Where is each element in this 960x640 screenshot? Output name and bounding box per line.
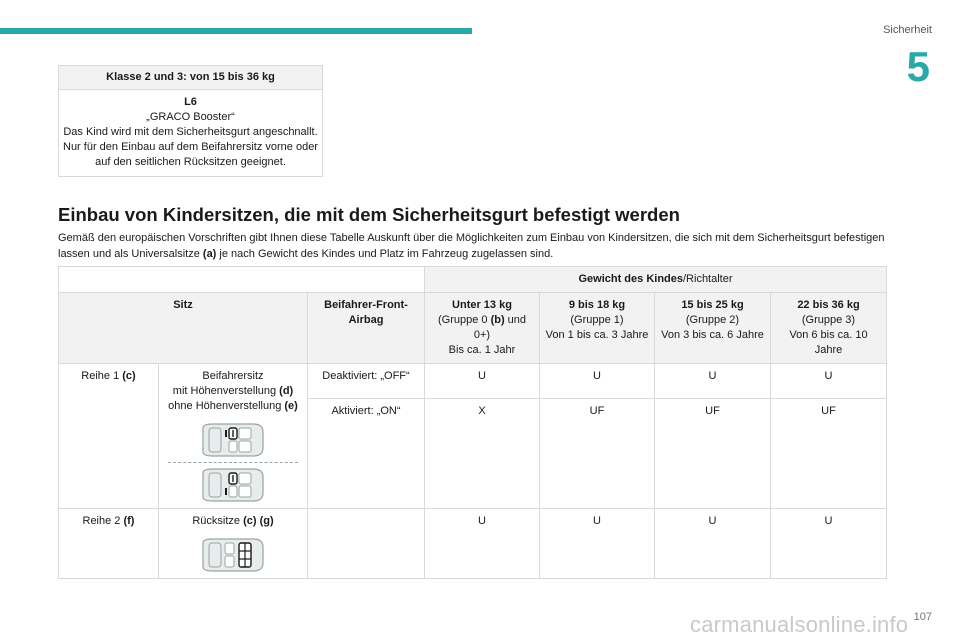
group0-weight: Unter 13 kg [452,299,512,311]
row2-seat-cell [159,509,308,579]
row2-airbag [308,509,425,579]
row1b-group2: UF [655,399,771,509]
seat-name: „GRACO Booster“ [146,111,235,123]
row1-seat-line1: Beifahrersitz [202,370,264,382]
empty-header-cell [59,267,425,293]
seat-note-1: Das Kind wird mit dem Sicherheitsgurt angeschnallt. [63,126,318,138]
watermark: carmanualsonline.info [690,612,909,637]
group3-weight: 22 bis 36 kg [797,299,860,311]
row1-label: Reihe 1 (c) [59,364,159,509]
intro-paragraph [58,230,888,262]
weight-header-rest: /Richtalter [683,273,733,285]
row1b-group0: X [425,399,540,509]
car-front-seat-icon [163,422,303,458]
row1b-group1: UF [540,399,655,509]
row1-seat-cell [159,364,308,509]
col-header-group3 [771,293,887,364]
page-heading: Einbau von Kindersitzen, die mit dem Sicherheitsgurt befestigt werden [58,204,680,225]
header-accent-bar [0,28,472,34]
seat-code: L6 [184,96,197,108]
row2-group1: U [540,509,655,579]
group2-weight: 15 bis 25 kg [681,299,744,311]
row1-seat-line3: ohne Höhenverstellung (e) [168,400,298,412]
row2-label: Reihe 2 (f) [59,509,159,579]
group2-group: (Gruppe 2) [685,314,740,326]
col-header-group1 [540,293,655,364]
row1a-group2: U [655,364,771,399]
child-seat-info-table [58,65,323,177]
seat-note-2: Nur für den Einbau auf dem Beifahrersitz vorne oder auf den seitlichen Rücksitzen geeignet. [63,141,318,168]
row1b-group3: UF [771,399,887,509]
seat-description-cell [59,90,323,177]
row1a-group0: U [425,364,540,399]
table-row [59,364,887,399]
row1a-airbag: Deaktiviert: „OFF“ [308,364,425,399]
row2-group0: U [425,509,540,579]
car-front-seat-icon-alt [163,467,303,503]
col-header-seat: Sitz [59,293,308,364]
row1b-airbag: Aktiviert: „ON“ [308,399,425,509]
group1-group: (Gruppe 1) [570,314,624,326]
page-number: 107 [913,611,932,623]
row2-seat-text: Rücksitze (c) (g) [192,515,274,527]
car-rear-seat-icon [163,537,303,573]
weight-header [425,267,887,293]
row1a-group1: U [540,364,655,399]
row1-seat-line2: mit Höhenverstellung (d) [172,385,294,397]
group2-age: Von 3 bis ca. 6 Jahre [661,329,764,341]
class-header: Klasse 2 und 3: von 15 bis 36 kg [59,66,323,90]
group1-age: Von 1 bis ca. 3 Jahre [545,329,649,341]
group0-group: (Gruppe 0 (b) und 0+) [437,314,527,341]
col-header-group0 [425,293,540,364]
row2-group2: U [655,509,771,579]
intro-text-1: Gemäß den europäischen Vorschriften gibt Ihnen diese Tabelle Auskunft über die Möglichkeiten zum Einbau von Kindersitzen, die sich mit dem Sicherheitsgurt befestigen lassen und als Universalsitze [58,232,885,260]
group3-group: (Gruppe 3) [801,314,856,326]
chapter-number: 5 [906,43,930,90]
col-header-group2 [655,293,771,364]
child-seat-compat-table [58,266,887,579]
group0-age: Bis ca. 1 Jahr [448,344,516,356]
table-row [59,509,887,579]
section-title: Sicherheit [883,24,932,36]
row2-group3: U [771,509,887,579]
icon-divider [168,462,298,463]
group1-weight: 9 bis 18 kg [568,299,626,311]
intro-text-2: je nach Gewicht des Kindes und Platz im Fahrzeug zugelassen sind. [216,248,554,260]
row1a-group3: U [771,364,887,399]
col-header-airbag: Beifahrer-Front-Airbag [308,293,425,364]
group3-age: Von 6 bis ca. 10 Jahre [789,329,868,356]
intro-ref: (a) [202,248,217,260]
weight-header-bold: Gewicht des Kindes [578,273,683,285]
